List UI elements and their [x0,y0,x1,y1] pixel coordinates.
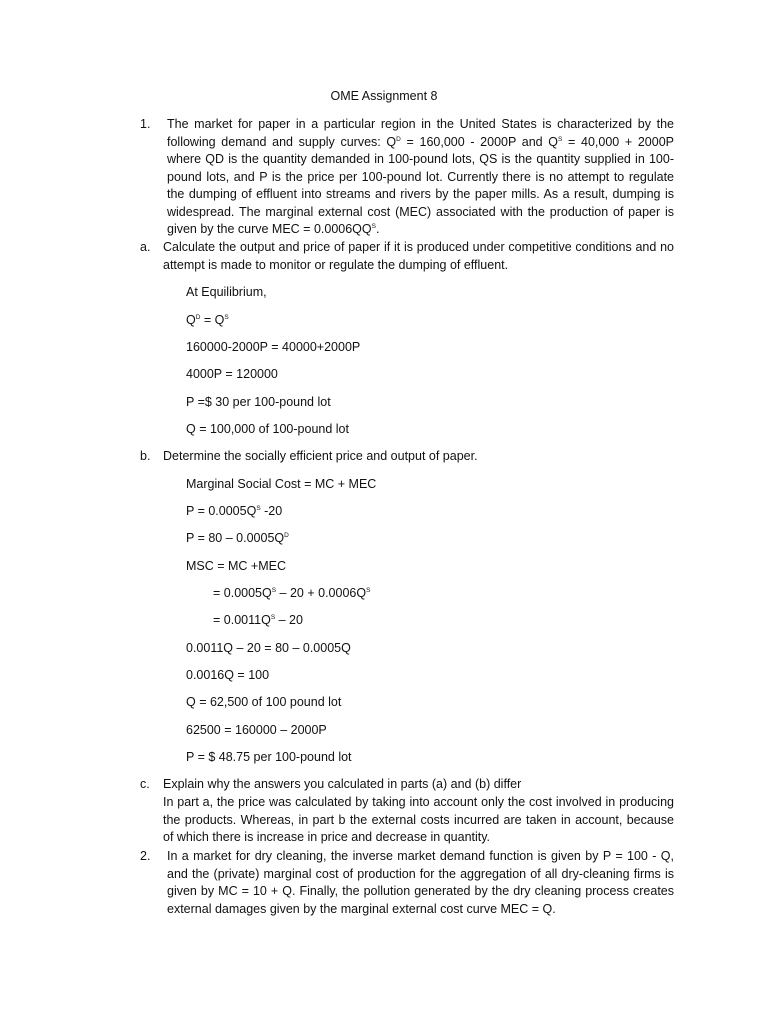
answer-line: 62500 = 160000 – 2000P [186,723,327,737]
answer-line: $Q^D = Q^S$ [186,313,229,327]
part-label: b. [140,449,151,463]
question-number: 1. [140,117,151,131]
question-number: 2. [140,849,151,863]
part-label: c. [140,777,150,791]
part-question: Calculate the output and price of paper if it is produced under competitive conditions and no attempt is made to monitor or regulate the dumping of effluent. [163,240,674,272]
answer-line: At Equilibrium, [186,285,267,299]
answer-line: $P = 80 - 0.0005Q^D$ [186,531,289,545]
answer-line: MSC = MC +MEC [186,559,287,573]
answer-line: Q = 62,500 of 100 pound lot [186,695,342,709]
answer-line: Q = 100,000 of 100-pound lot [186,422,349,436]
answer-line: 4000P = 120000 [186,367,278,381]
part-question: Explain why the answers you calculated in parts (a) and (b) differ [163,777,522,791]
part-label: a. [140,240,151,254]
answer-line: = $0.0011Q^S - 20$ [213,613,303,627]
answer-line: $P = 0.0005Q^S$ -20 [186,504,283,518]
answer-line: P = $ 48.75 per 100-pound lot [186,750,352,764]
document-title: OME Assignment 8 [330,89,438,103]
answer-line: 0.0011Q – 20 = 80 – 0.0005Q [186,641,351,655]
answer-line: 0.0016Q = 100 [186,668,270,682]
question-text: The market for paper in a particular region in the United States is characterized by the following demand and supply curves: $Q^D = 160,000 - 2000P$ and $Q^S = 40,000 + 2000P$ where QD is the quantity demanded in 100-pound lots, QS is the quantity supplied in 100-pound lots, and P is the price per 100-pound lot. Currently there is no attempt to regulate the dumping of effluent into streams and rivers by the paper mills. As a result, dumping is widespread. The marginal external cost (MEC) associated with the production of paper is given by the curve MEC = $0.0006QQ^S$. [167,117,674,236]
answer-line: P =$ 30 per 100-pound lot [186,395,331,409]
part-question: Determine the socially efficient price and output of paper. [163,449,478,463]
answer-line: = $0.0005Q^S - 20 + 0.0006Q^S$ [213,586,371,600]
answer-line: 160000-2000P = 40000+2000P [186,340,361,354]
answer-line: Marginal Social Cost = MC + MEC [186,477,377,491]
question-text: In a market for dry cleaning, the inverse market demand function is given by P = 100 - Q, and the (private) marginal cost of production for the aggregation of all dry-cleaning firms is given by MC = 10 + Q. Finally, the pollution generated by the dry cleaning process creates external damages given by the marginal external cost curve MEC = Q. [167,849,674,916]
part-answer: In part a, the price was calculated by taking into account only the cost involved in producing the products. Whereas, in part b the external costs incurred are taken in account, because of which there is increase in price and decrease in quantity. [163,795,674,844]
